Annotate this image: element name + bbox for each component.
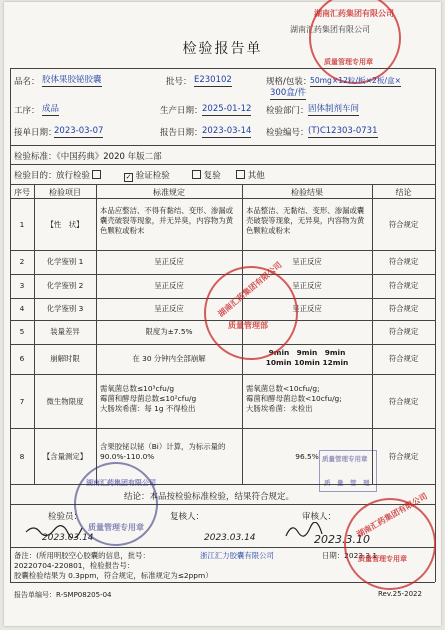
- row-5-conclusion: 符合规定: [388, 327, 419, 336]
- note-line-1: 备注：(所用明胶空心胶囊的信息，批号：: [14, 551, 150, 560]
- row-7-conclusion: 符合规定: [388, 397, 419, 406]
- product-label: 品名：: [14, 77, 40, 87]
- report-date-label: 报告日期：: [160, 128, 203, 138]
- row-7-result: 需氧菌总数<10cfu/g; 霉菌和酵母菌总数<10cfu/g; 大肠埃希菌：未检出: [246, 384, 342, 413]
- report-no-label: 检验编号：: [266, 128, 309, 138]
- row-6-item: 崩解时限: [50, 354, 80, 363]
- revision: Rev.25-2022: [378, 590, 422, 598]
- row-4-no: 4: [19, 304, 25, 313]
- col-header-item: 检验项目: [49, 188, 81, 197]
- purpose-option-other[interactable]: 其他: [234, 169, 265, 181]
- col-header-result: 检验结果: [291, 188, 323, 197]
- dept-value: 固体制剂车间: [308, 104, 360, 114]
- checker-label: 复核人：: [170, 512, 205, 522]
- report-paper: [4, 2, 441, 626]
- row-2-no: 2: [19, 257, 25, 266]
- product-value: 胶体果胶铋胶囊: [42, 75, 102, 85]
- row-1-standard: 本品应整洁、不得有黏结、变形、渗漏或囊壳破裂等现象，并无异臭，内容物为黄色颗粒或粉末: [100, 206, 234, 235]
- spec-value: 50mg×12粒/板×2板/盒×: [310, 76, 401, 85]
- row-3-item: 化学鉴别 2: [46, 281, 84, 290]
- bottom-stamp-text: 湖南汇药集团有限公司: [355, 491, 429, 540]
- checkbox-recheck[interactable]: [192, 170, 201, 179]
- receive-date-label: 接单日期：: [14, 128, 57, 138]
- report-no-value: (T)C12303-0731: [308, 126, 378, 136]
- note-date: 日期：2023.3.1: [322, 551, 378, 560]
- approver-label: 审核人：: [302, 512, 337, 522]
- bottom-stamp-subtext: 质量管理专用章: [358, 555, 407, 563]
- row-6-result: 9min 9min 9min 10min 10min 12min: [265, 348, 349, 367]
- center-stamp-text: 湖南汇药集团有限公司: [216, 260, 284, 319]
- row-8-standard: 含果胶铋以铋（Bi）计算，为标示量的 90.0%-110.0%: [100, 442, 226, 461]
- row-8-conclusion: 符合规定: [388, 452, 419, 461]
- row-8-result: 96.5%: [295, 452, 319, 461]
- row-7-no: 7: [19, 397, 25, 406]
- row-4-item: 化学鉴别 3: [46, 304, 84, 313]
- company-name: 湖南汇药集团有限公司: [290, 25, 370, 34]
- row-2-item: 化学鉴别 1: [46, 257, 84, 266]
- checker-sign-date: 2023.03.14: [204, 533, 256, 543]
- center-stamp-subtext: 质量管理部: [228, 321, 268, 330]
- conclusion-text: 结论：本品按检验标准检验，结果符合规定。: [124, 492, 295, 502]
- note-supplier: 浙江汇力胶囊有限公司: [200, 551, 274, 560]
- left-stamp-text: 湖南汇药集团有限公司: [86, 479, 156, 487]
- row-1-item: 【性 状】: [46, 220, 84, 229]
- tester-sign-date: 2023.03.14: [42, 533, 94, 543]
- checkbox-other[interactable]: [236, 170, 245, 179]
- row-6-standard: 在 30 分钟内全部崩解: [132, 354, 206, 363]
- produce-date-value: 2025-01-12: [202, 104, 252, 114]
- spec-label: 规格/包装：: [266, 77, 312, 87]
- row-1-conclusion: 符合规定: [388, 220, 419, 229]
- row-2-result: 呈正反应: [292, 257, 322, 266]
- row-5-item: 装量差异: [50, 327, 80, 336]
- row-8-item: 【含量测定】: [42, 452, 88, 461]
- row-7-standard: 需氧菌总数≤10³cfu/g 霉菌和酵母菌总数≤10²cfu/g 大肠埃希菌：每 1g 不得检出: [100, 384, 197, 413]
- row-3-result: 呈正反应: [292, 281, 322, 290]
- note-line-3: 胶囊检验结果为 0.3ppm，符合规定，标准规定为≤2ppm）: [14, 571, 213, 580]
- right-square-stamp-text: 质量管理专用章: [322, 455, 368, 463]
- test-basis: 检验标准：《中国药典》2020 年版二部: [14, 152, 162, 162]
- doc-number: 报告单编号：R-SMP08205-04: [14, 591, 112, 599]
- purpose-label: 检验目的：: [14, 171, 57, 181]
- top-stamp-subtext: 质量管理专用章: [324, 58, 373, 66]
- row-3-standard: 呈正反应: [154, 281, 184, 290]
- row-4-standard: 呈正反应: [154, 304, 184, 313]
- process-label: 工序：: [14, 106, 40, 116]
- report-date-value: 2023-03-14: [202, 126, 252, 136]
- spec-value-2: 300盒/件: [270, 88, 307, 98]
- row-5-standard: 限度为±7.5%: [145, 327, 193, 336]
- row-2-conclusion: 符合规定: [388, 257, 419, 266]
- purpose-option-release[interactable]: 放行检验: [56, 169, 101, 181]
- top-stamp-text: 湖南汇药集团有限公司: [314, 9, 394, 18]
- row-2-standard: 呈正反应: [154, 257, 184, 266]
- row-6-conclusion: 符合规定: [388, 354, 419, 363]
- process-value: 成品: [42, 104, 60, 114]
- col-header-conclusion: 结论: [395, 188, 412, 197]
- batch-value: E230102: [194, 75, 232, 85]
- tester-signature: [24, 522, 84, 538]
- row-3-no: 3: [19, 281, 25, 290]
- produce-date-label: 生产日期：: [160, 106, 203, 116]
- row-8-no: 8: [19, 452, 25, 461]
- left-stamp-subtext: 质量管理专用章: [88, 523, 144, 532]
- left-qa-stamp: [74, 462, 158, 546]
- note-line-2: 20220704-220801，检验报告号：: [14, 561, 135, 570]
- row-7-item: 微生物限度: [46, 397, 84, 406]
- row-5-no: 5: [19, 327, 25, 336]
- row-1-result: 本品整洁、无黏结、变形、渗漏或囊壳破裂等现象，无异臭，内容物为黄色颗粒或粉末: [246, 206, 365, 235]
- receive-date-value: 2023-03-07: [54, 126, 104, 136]
- row-4-conclusion: 符合规定: [388, 304, 419, 313]
- row-4-result: 呈正反应: [292, 304, 322, 313]
- row-1-no: 1: [19, 220, 25, 229]
- dept-label: 检验部门：: [266, 106, 309, 116]
- col-header-standard: 标准规定: [153, 188, 185, 197]
- purpose-option-verify[interactable]: ✓ 验证检验: [125, 171, 170, 181]
- row-6-no: 6: [19, 354, 25, 363]
- report-title: 检验报告单: [182, 41, 263, 57]
- approver-sign-date: 2023.3.10: [314, 533, 370, 546]
- approver-signature: [284, 522, 324, 540]
- row-3-conclusion: 符合规定: [388, 281, 419, 290]
- tester-label: 检验员：: [48, 512, 83, 522]
- right-square-stamp-text-2: 质 量 管 理: [324, 479, 370, 487]
- col-header-no: 序号: [14, 188, 30, 197]
- purpose-option-recheck[interactable]: 复验: [190, 169, 221, 181]
- checkbox-verify[interactable]: ✓: [125, 173, 132, 181]
- checkbox-release[interactable]: [92, 170, 101, 179]
- batch-label: 批号：: [166, 77, 192, 87]
